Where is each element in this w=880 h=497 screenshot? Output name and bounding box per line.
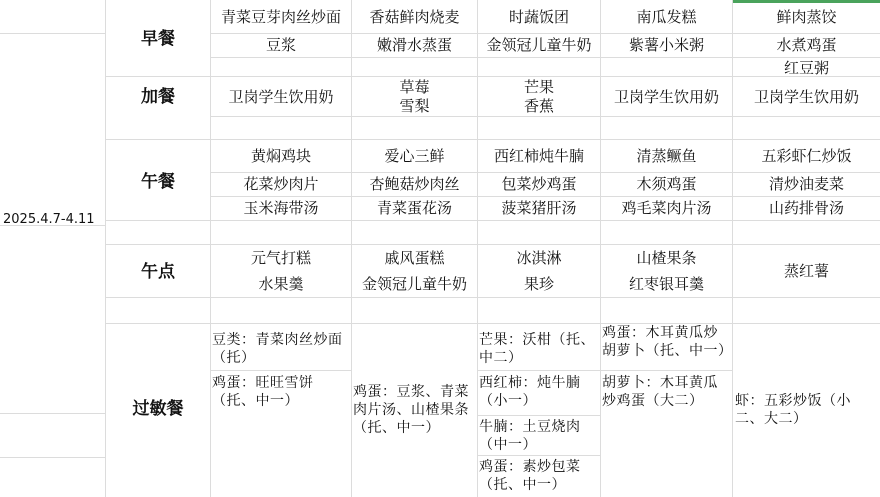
lunch-fri-item: 清炒油麦菜 [768, 175, 844, 193]
snack-pm-mon-item: 元气打糕 [250, 249, 311, 267]
allergy-mon-item: 鸡蛋：旺旺雪饼（托、中一） [212, 375, 314, 409]
snack-pm-tue-item: 戚风蛋糕 [384, 249, 445, 267]
snack-am-wed-item: 香蕉 [523, 97, 554, 115]
breakfast-mon-item: 青菜豆芽肉丝炒面 [220, 8, 341, 26]
breakfast-tue-item: 嫩滑水蒸蛋 [376, 36, 452, 54]
breakfast-fri-item: 水煮鸡蛋 [776, 36, 837, 54]
lunch-thu-item: 鸡毛菜肉片汤 [621, 199, 712, 217]
snack-am-wed-item: 芒果 [523, 78, 554, 96]
breakfast-fri-item: 鲜肉蒸饺 [776, 8, 837, 26]
snack-am-thu-item: 卫岗学生饮用奶 [613, 88, 719, 106]
snack-am-tue-item: 草莓 [399, 78, 430, 96]
breakfast-fri-item: 红豆粥 [783, 59, 829, 77]
lunch-tue-item: 杏鲍菇炒肉丝 [369, 175, 460, 193]
snack-am-fri-item: 卫岗学生饮用奶 [753, 88, 859, 106]
allergy-fri-item: 虾：五彩炒饭（小二、大二） [735, 393, 851, 427]
lunch-wed-item: 包菜炒鸡蛋 [501, 175, 577, 193]
lunch-wed-item: 菠菜猪肝汤 [501, 199, 577, 217]
meal-lunch-label: 午餐 [141, 172, 175, 192]
lunch-wed-item: 西红柿炖牛腩 [493, 147, 584, 165]
snack-pm-mon-item: 水果羹 [258, 275, 304, 293]
breakfast-mon-item: 豆浆 [265, 36, 296, 54]
lunch-thu-item: 清蒸鳜鱼 [636, 147, 697, 165]
snack-pm-fri-item: 蒸红薯 [783, 262, 829, 280]
snack-pm-thu-item: 红枣银耳羹 [628, 275, 704, 293]
snack-am-mon-item: 卫岗学生饮用奶 [228, 88, 334, 106]
snack-pm-wed-item: 果珍 [523, 275, 554, 293]
meal-snack-am-label: 加餐 [141, 87, 175, 107]
meal-snack-pm-label: 午点 [141, 262, 175, 282]
breakfast-thu-item: 紫薯小米粥 [628, 36, 704, 54]
allergy-wed-item: 芒果：沃柑（托、中二） [479, 332, 595, 366]
allergy-wed-item: 西红柿：炖牛腩（小一） [479, 375, 581, 409]
lunch-mon-item: 花菜炒肉片 [243, 175, 319, 193]
snack-pm-wed-item: 冰淇淋 [516, 249, 562, 267]
lunch-tue-item: 爱心三鲜 [384, 147, 445, 165]
allergy-mon-item: 豆类：青菜肉丝炒面（托） [212, 332, 343, 366]
breakfast-wed-item: 时蔬饭团 [508, 8, 569, 26]
breakfast-thu-item: 南瓜发糕 [636, 8, 697, 26]
lunch-fri-item: 五彩虾仁炒饭 [761, 147, 852, 165]
breakfast-wed-item: 金领冠儿童牛奶 [486, 36, 592, 54]
lunch-mon-item: 玉米海带汤 [243, 199, 319, 217]
allergy-wed-item: 鸡蛋：素炒包菜（托、中一） [479, 459, 581, 493]
snack-pm-tue-item: 金领冠儿童牛奶 [361, 275, 467, 293]
date-range: 2025.4.7-4.11 [3, 212, 95, 227]
snack-pm-thu-item: 山楂果条 [636, 249, 697, 267]
snack-am-tue-item: 雪梨 [399, 97, 430, 115]
meal-breakfast-label: 早餐 [141, 29, 175, 49]
allergy-thu-item: 鸡蛋：木耳黄瓜炒胡萝卜（托、中一） [602, 325, 733, 359]
lunch-tue-item: 青菜蛋花汤 [376, 199, 452, 217]
allergy-wed-item: 牛腩：土豆烧肉（中一） [479, 419, 581, 453]
allergy-thu-item: 胡萝卜：木耳黄瓜炒鸡蛋（大二） [602, 375, 718, 409]
meal-allergy-label: 过敏餐 [132, 399, 184, 419]
lunch-fri-item: 山药排骨汤 [768, 199, 844, 217]
allergy-tue-item: 鸡蛋：豆浆、青菜肉片汤、山楂果条（托、中一） [353, 384, 469, 436]
lunch-thu-item: 木须鸡蛋 [636, 175, 697, 193]
breakfast-tue-item: 香菇鲜肉烧麦 [369, 8, 460, 26]
lunch-mon-item: 黄焖鸡块 [250, 147, 311, 165]
